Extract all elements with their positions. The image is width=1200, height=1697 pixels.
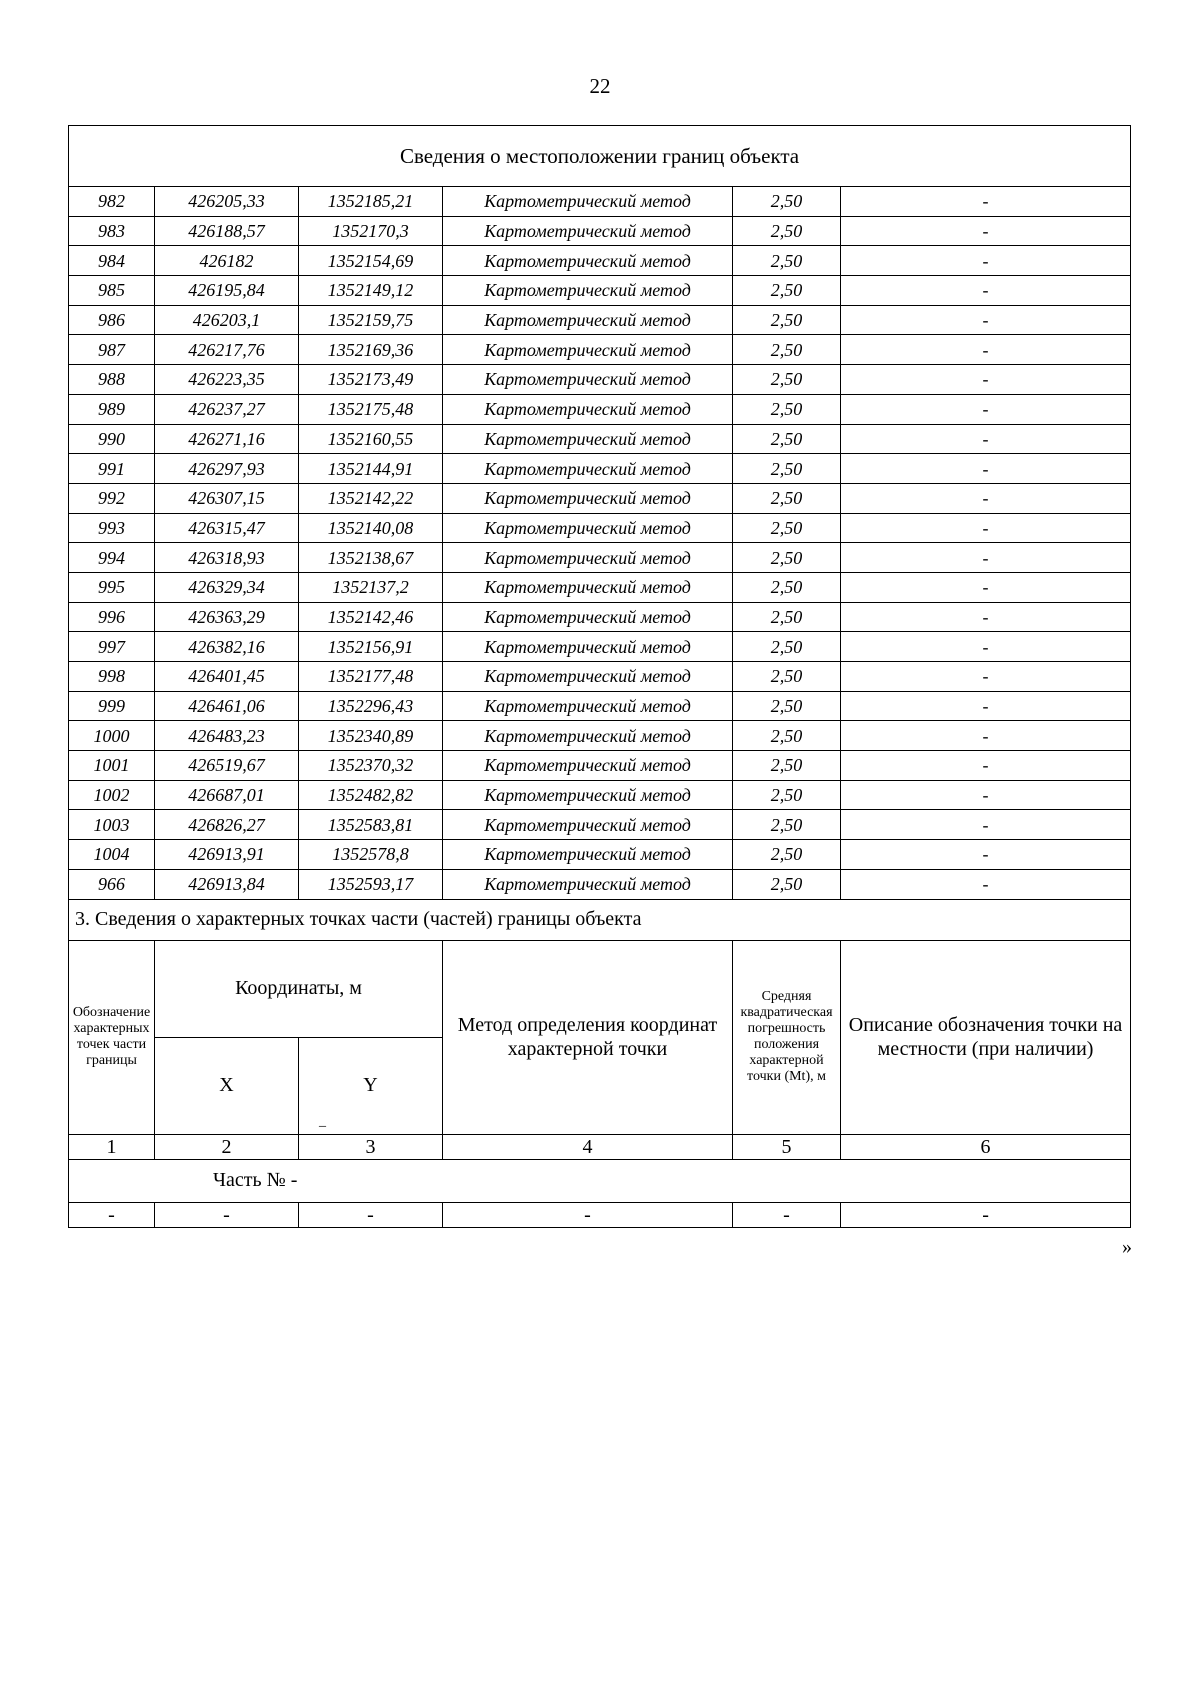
table-row (69, 780, 1131, 810)
header-point-designation: Обозначение характерных точек части границы (69, 940, 155, 1134)
y-coordinate-cell: 1352154,69 (299, 246, 443, 276)
method-cell: Картометрический метод (443, 246, 733, 276)
y-coordinate-cell: 1352160,55 (299, 424, 443, 454)
method-cell: Картометрический метод (443, 869, 733, 899)
y-coordinate-cell: 1352177,48 (299, 662, 443, 692)
point-number-cell: 993 (69, 513, 155, 543)
point-number-cell: 988 (69, 365, 155, 395)
method-cell: Картометрический метод (443, 454, 733, 484)
x-coordinate-cell: 426237,27 (155, 394, 299, 424)
column-number: 3 (299, 1134, 443, 1159)
x-coordinate-cell: 426203,1 (155, 305, 299, 335)
description-cell: - (841, 810, 1131, 840)
point-number-cell: 984 (69, 246, 155, 276)
y-coordinate-cell: 1352583,81 (299, 810, 443, 840)
point-number-cell: 996 (69, 602, 155, 632)
column-numbers-row (69, 1134, 1131, 1159)
point-number-cell: 989 (69, 394, 155, 424)
column-number: 2 (155, 1134, 299, 1159)
empty-cell: - (155, 1202, 299, 1227)
description-cell: - (841, 751, 1131, 781)
accuracy-cell: 2,50 (733, 305, 841, 335)
description-cell: - (841, 662, 1131, 692)
table-row (69, 691, 1131, 721)
x-coordinate-cell: 426382,16 (155, 632, 299, 662)
description-cell: - (841, 572, 1131, 602)
method-cell: Картометрический метод (443, 543, 733, 573)
accuracy-cell: 2,50 (733, 780, 841, 810)
method-cell: Картометрический метод (443, 751, 733, 781)
column-number: 4 (443, 1134, 733, 1159)
method-cell: Картометрический метод (443, 424, 733, 454)
x-coordinate-cell: 426687,01 (155, 780, 299, 810)
x-coordinate-cell: 426307,15 (155, 483, 299, 513)
empty-cell: - (299, 1202, 443, 1227)
description-cell: - (841, 869, 1131, 899)
section3-title: 3. Сведения о характерных точках части (частей) границы объекта (69, 899, 1131, 940)
table-row (69, 662, 1131, 692)
y-coordinate-cell: 1352142,22 (299, 483, 443, 513)
description-cell: - (841, 394, 1131, 424)
x-coordinate-cell: 426913,91 (155, 840, 299, 870)
description-cell: - (841, 305, 1131, 335)
description-cell: - (841, 780, 1131, 810)
accuracy-cell: 2,50 (733, 662, 841, 692)
column-number: 5 (733, 1134, 841, 1159)
table-row (69, 454, 1131, 484)
method-cell: Картометрический метод (443, 810, 733, 840)
description-cell: - (841, 424, 1131, 454)
closing-quote: » (1122, 1236, 1132, 1258)
accuracy-cell: 2,50 (733, 365, 841, 395)
y-coordinate-cell: 1352593,17 (299, 869, 443, 899)
x-coordinate-cell: 426318,93 (155, 543, 299, 573)
header-accuracy: Средняя квадратическая погрешность положения характерной точки (Mt), м (733, 940, 841, 1134)
x-coordinate-cell: 426188,57 (155, 216, 299, 246)
point-number-cell: 1003 (69, 810, 155, 840)
table-row (69, 840, 1131, 870)
table-row (69, 394, 1131, 424)
description-cell: - (841, 335, 1131, 365)
column-number: 6 (841, 1134, 1131, 1159)
table-row (69, 246, 1131, 276)
point-number-cell: 966 (69, 869, 155, 899)
table-row (69, 483, 1131, 513)
accuracy-cell: 2,50 (733, 216, 841, 246)
part-label: Часть № - (69, 1159, 1131, 1202)
table-row (69, 632, 1131, 662)
header-y-mark: _ (319, 1113, 326, 1129)
method-cell: Картометрический метод (443, 572, 733, 602)
y-coordinate-cell: 1352140,08 (299, 513, 443, 543)
method-cell: Картометрический метод (443, 662, 733, 692)
accuracy-cell: 2,50 (733, 424, 841, 454)
accuracy-cell: 2,50 (733, 810, 841, 840)
description-cell: - (841, 483, 1131, 513)
y-coordinate-cell: 1352185,21 (299, 187, 443, 217)
accuracy-cell: 2,50 (733, 335, 841, 365)
accuracy-cell: 2,50 (733, 721, 841, 751)
y-coordinate-cell: 1352137,2 (299, 572, 443, 602)
method-cell: Картометрический метод (443, 216, 733, 246)
method-cell: Картометрический метод (443, 721, 733, 751)
accuracy-cell: 2,50 (733, 572, 841, 602)
description-cell: - (841, 840, 1131, 870)
accuracy-cell: 2,50 (733, 246, 841, 276)
description-cell: - (841, 365, 1131, 395)
point-number-cell: 986 (69, 305, 155, 335)
header-coordinates: Координаты, м (155, 940, 443, 1037)
point-number-cell: 1004 (69, 840, 155, 870)
point-number-cell: 995 (69, 572, 155, 602)
method-cell: Картометрический метод (443, 394, 733, 424)
header-method-text: Метод определения координат характерной точки (457, 1014, 718, 1060)
page-number: 22 (589, 74, 611, 98)
table-row (69, 602, 1131, 632)
method-cell: Картометрический метод (443, 780, 733, 810)
table-row (69, 869, 1131, 899)
accuracy-cell: 2,50 (733, 602, 841, 632)
table-title: Сведения о местоположении границ объекта (69, 126, 1131, 187)
method-cell: Картометрический метод (443, 305, 733, 335)
x-coordinate-cell: 426182 (155, 246, 299, 276)
y-coordinate-cell: 1352169,36 (299, 335, 443, 365)
accuracy-cell: 2,50 (733, 483, 841, 513)
header-y-label: Y (363, 1074, 378, 1096)
description-cell: - (841, 246, 1131, 276)
table-row (69, 424, 1131, 454)
description-cell: - (841, 454, 1131, 484)
table-row (69, 543, 1131, 573)
x-coordinate-cell: 426205,33 (155, 187, 299, 217)
point-number-cell: 991 (69, 454, 155, 484)
header-description: Описание обозначения точки на местности (при наличии) (841, 940, 1131, 1134)
y-coordinate-cell: 1352296,43 (299, 691, 443, 721)
description-cell: - (841, 543, 1131, 573)
boundary-table (68, 125, 1131, 1228)
table-row (69, 810, 1131, 840)
accuracy-cell: 2,50 (733, 632, 841, 662)
y-coordinate-cell: 1352173,49 (299, 365, 443, 395)
header-x: X (155, 1037, 299, 1134)
x-coordinate-cell: 426195,84 (155, 276, 299, 306)
point-number-cell: 1002 (69, 780, 155, 810)
accuracy-cell: 2,50 (733, 691, 841, 721)
point-number-cell: 985 (69, 276, 155, 306)
accuracy-cell: 2,50 (733, 394, 841, 424)
x-coordinate-cell: 426217,76 (155, 335, 299, 365)
point-number-cell: 1001 (69, 751, 155, 781)
column-number: 1 (69, 1134, 155, 1159)
point-number-cell: 987 (69, 335, 155, 365)
description-cell: - (841, 276, 1131, 306)
point-number-cell: 983 (69, 216, 155, 246)
empty-row (69, 1202, 1131, 1227)
x-coordinate-cell: 426271,16 (155, 424, 299, 454)
x-coordinate-cell: 426913,84 (155, 869, 299, 899)
accuracy-cell: 2,50 (733, 840, 841, 870)
point-number-cell: 998 (69, 662, 155, 692)
x-coordinate-cell: 426519,67 (155, 751, 299, 781)
point-number-cell: 1000 (69, 721, 155, 751)
header-method (443, 940, 733, 1134)
x-coordinate-cell: 426363,29 (155, 602, 299, 632)
method-cell: Картометрический метод (443, 276, 733, 306)
method-cell: Картометрический метод (443, 187, 733, 217)
y-coordinate-cell: 1352144,91 (299, 454, 443, 484)
point-number-cell: 997 (69, 632, 155, 662)
y-coordinate-cell: 1352340,89 (299, 721, 443, 751)
accuracy-cell: 2,50 (733, 276, 841, 306)
point-number-cell: 999 (69, 691, 155, 721)
description-cell: - (841, 691, 1131, 721)
method-cell: Картометрический метод (443, 513, 733, 543)
method-cell: Картометрический метод (443, 335, 733, 365)
method-cell: Картометрический метод (443, 840, 733, 870)
table-row (69, 187, 1131, 217)
method-cell: Картометрический метод (443, 632, 733, 662)
empty-cell: - (733, 1202, 841, 1227)
y-coordinate-cell: 1352156,91 (299, 632, 443, 662)
method-cell: Картометрический метод (443, 365, 733, 395)
table-row (69, 572, 1131, 602)
accuracy-cell: 2,50 (733, 751, 841, 781)
description-cell: - (841, 187, 1131, 217)
point-number-cell: 990 (69, 424, 155, 454)
table-row (69, 305, 1131, 335)
table-row (69, 513, 1131, 543)
point-number-cell: 982 (69, 187, 155, 217)
table-row (69, 721, 1131, 751)
y-coordinate-cell: 1352370,32 (299, 751, 443, 781)
x-coordinate-cell: 426329,34 (155, 572, 299, 602)
x-coordinate-cell: 426223,35 (155, 365, 299, 395)
y-coordinate-cell: 1352142,46 (299, 602, 443, 632)
description-cell: - (841, 721, 1131, 751)
table-row (69, 216, 1131, 246)
x-coordinate-cell: 426483,23 (155, 721, 299, 751)
table-row (69, 335, 1131, 365)
table-row (69, 751, 1131, 781)
description-cell: - (841, 632, 1131, 662)
y-coordinate-cell: 1352138,67 (299, 543, 443, 573)
accuracy-cell: 2,50 (733, 543, 841, 573)
point-number-cell: 992 (69, 483, 155, 513)
method-cell: Картометрический метод (443, 691, 733, 721)
description-cell: - (841, 513, 1131, 543)
y-coordinate-cell: 1352578,8 (299, 840, 443, 870)
y-coordinate-cell: 1352159,75 (299, 305, 443, 335)
table-row (69, 365, 1131, 395)
x-coordinate-cell: 426315,47 (155, 513, 299, 543)
method-cell: Картометрический метод (443, 483, 733, 513)
y-coordinate-cell: 1352149,12 (299, 276, 443, 306)
empty-cell: - (69, 1202, 155, 1227)
accuracy-cell: 2,50 (733, 454, 841, 484)
description-cell: - (841, 602, 1131, 632)
y-coordinate-cell: 1352175,48 (299, 394, 443, 424)
x-coordinate-cell: 426401,45 (155, 662, 299, 692)
x-coordinate-cell: 426461,06 (155, 691, 299, 721)
table-row (69, 276, 1131, 306)
x-coordinate-cell: 426297,93 (155, 454, 299, 484)
description-cell: - (841, 216, 1131, 246)
method-cell: Картометрический метод (443, 602, 733, 632)
y-coordinate-cell: 1352482,82 (299, 780, 443, 810)
point-number-cell: 994 (69, 543, 155, 573)
accuracy-cell: 2,50 (733, 513, 841, 543)
accuracy-cell: 2,50 (733, 187, 841, 217)
empty-cell: - (443, 1202, 733, 1227)
y-coordinate-cell: 1352170,3 (299, 216, 443, 246)
header-y (299, 1037, 443, 1134)
accuracy-cell: 2,50 (733, 869, 841, 899)
empty-cell: - (841, 1202, 1131, 1227)
x-coordinate-cell: 426826,27 (155, 810, 299, 840)
